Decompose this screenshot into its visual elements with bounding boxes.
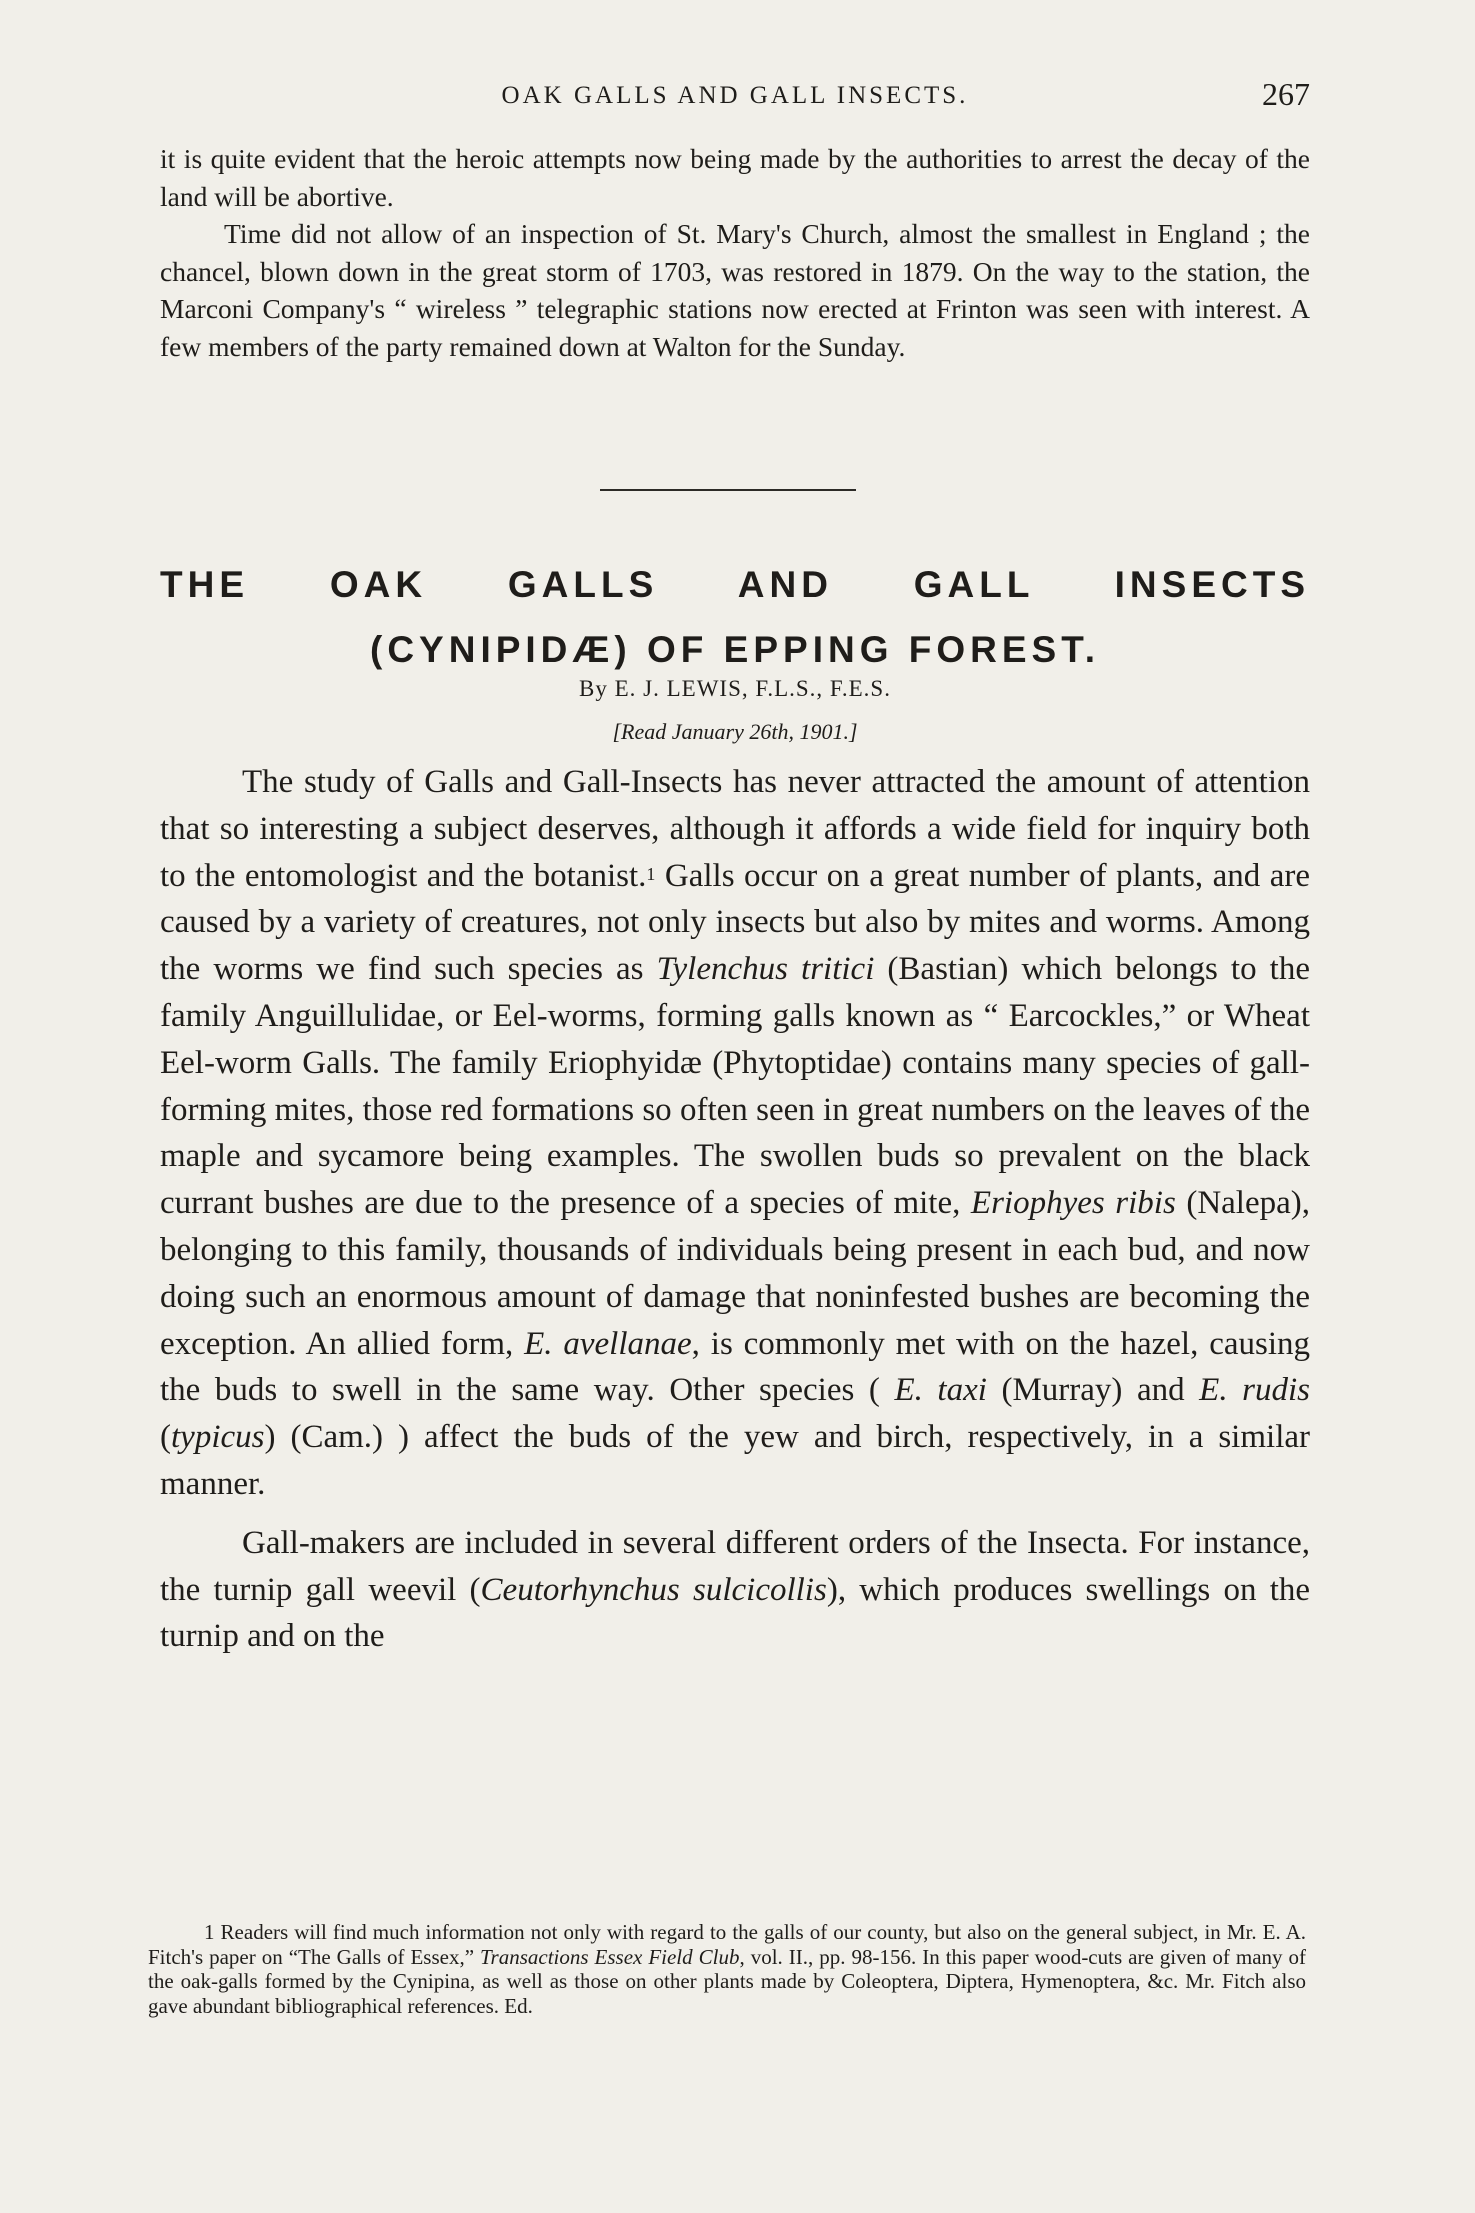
running-title: OAK GALLS AND GALL INSECTS. (501, 82, 969, 109)
footnote-text: , vol. II., pp. 98-156. In this paper wood-cuts are given of many of the oak-galls formed by the Cynipina, as well as those on other plants made by Coleoptera, Diptera, Hymenoptera, &c. Mr. Fitch also gave abundant bibliographical references. Ed. (148, 1944, 1307, 2018)
body-paragraph-1 (160, 759, 1310, 1508)
article-title (160, 552, 1310, 682)
section-divider (600, 489, 856, 491)
text-run: Galls occur on a great number of plants, and are caused by a variety of creatures, not only insects but also by mites and worms. Among the worms we find such species as (160, 857, 1310, 988)
running-head (160, 76, 1310, 120)
article-title-line-1: THE OAK GALLS AND GALL INSECTS (160, 564, 1310, 605)
text-run: (Nalepa), belonging to this family, thousands of individuals being present in each bud, and now doing such an enormous amount of damage that noninfested bushes are becoming the exception. An allied form, (160, 1185, 1311, 1362)
article-body (160, 759, 1310, 1660)
article-title-line-2: (CYNIPIDÆ) OF EPPING FOREST. (370, 629, 1100, 670)
text-run: Gall-makers are included in several different orders of the Insecta. For instance, the turnip gall weevil ( (160, 1524, 1310, 1608)
text-run: ( (160, 1419, 171, 1456)
intro-paragraph-2: Time did not allow of an inspection of St. Mary's Church, almost the smallest in England ; the chancel, blown down in the great storm of 1703, was restored in 1879. On the way to the station, the Marconi Company's “ wireless ” telegraphic stations now erected at Frinton was seen with interest. A few members of the party remained down at Walton for the Sunday. (160, 218, 1310, 362)
intro-paragraph-1: it is quite evident that the heroic attempts now being made by the authorities to arrest the decay of the land will be abortive. (160, 143, 1310, 212)
text-run: ), which produces swellings on the turnip and on the (160, 1571, 1311, 1655)
read-date: [Read January 26th, 1901.] (612, 719, 858, 744)
text-run: (Murray) and (986, 1372, 1200, 1409)
text-run: , is commonly met with on the hazel, causing the buds to swell in the same way. Other species ( (160, 1325, 1310, 1409)
previous-article-ending (160, 140, 1310, 365)
body-paragraph-2 (160, 1520, 1310, 1660)
journal-title: Transactions Essex Field Club (480, 1944, 740, 1969)
species-name: Eriophyes ribis (970, 1185, 1176, 1222)
page-number: 267 (1262, 76, 1310, 112)
text-run: The study of Galls and Gall-Insects has never attracted the amount of attention that so interesting a subject deserves, although it affords a wide field for inquiry both to the entomologist and the botanist. (160, 764, 1310, 894)
species-name: Ceutorhynchus sulcicollis (480, 1571, 827, 1608)
text-run: (Bastian) which belongs to the family Anguillulidae, or Eel-worms, forming galls known as “ Earcockles,” or Wheat Eel-worm Galls. The family Eriophyidæ (Phytoptidae) contains many species of gall-forming mites, those red formations so often seen in great numbers on the leaves of the maple and sycamore being examples. The swollen buds so prevalent on the black currant bushes are due to the presence of a species of mite, (160, 951, 1310, 1222)
text-run: ) (Cam.) ) affect the buds of the yew and birch, respectively, in a similar manner. (160, 1419, 1310, 1502)
species-name: typicus (171, 1419, 265, 1456)
species-name: Tylenchus tritici (656, 951, 875, 988)
species-name: E. rudis (1199, 1372, 1310, 1409)
species-name: E. avellanae (524, 1325, 692, 1362)
footnote (148, 1920, 1306, 2018)
author-byline: By E. J. LEWIS, F.L.S., F.E.S. (579, 676, 891, 701)
species-name: E. taxi (894, 1372, 987, 1409)
footnote-reference: 1 (646, 863, 656, 884)
footnote-text: 1 Readers will find much information not only with regard to the galls of our county, but also on the general subject, in Mr. E. A. Fitch's paper on “The Galls of Essex,” (148, 1920, 1306, 1969)
